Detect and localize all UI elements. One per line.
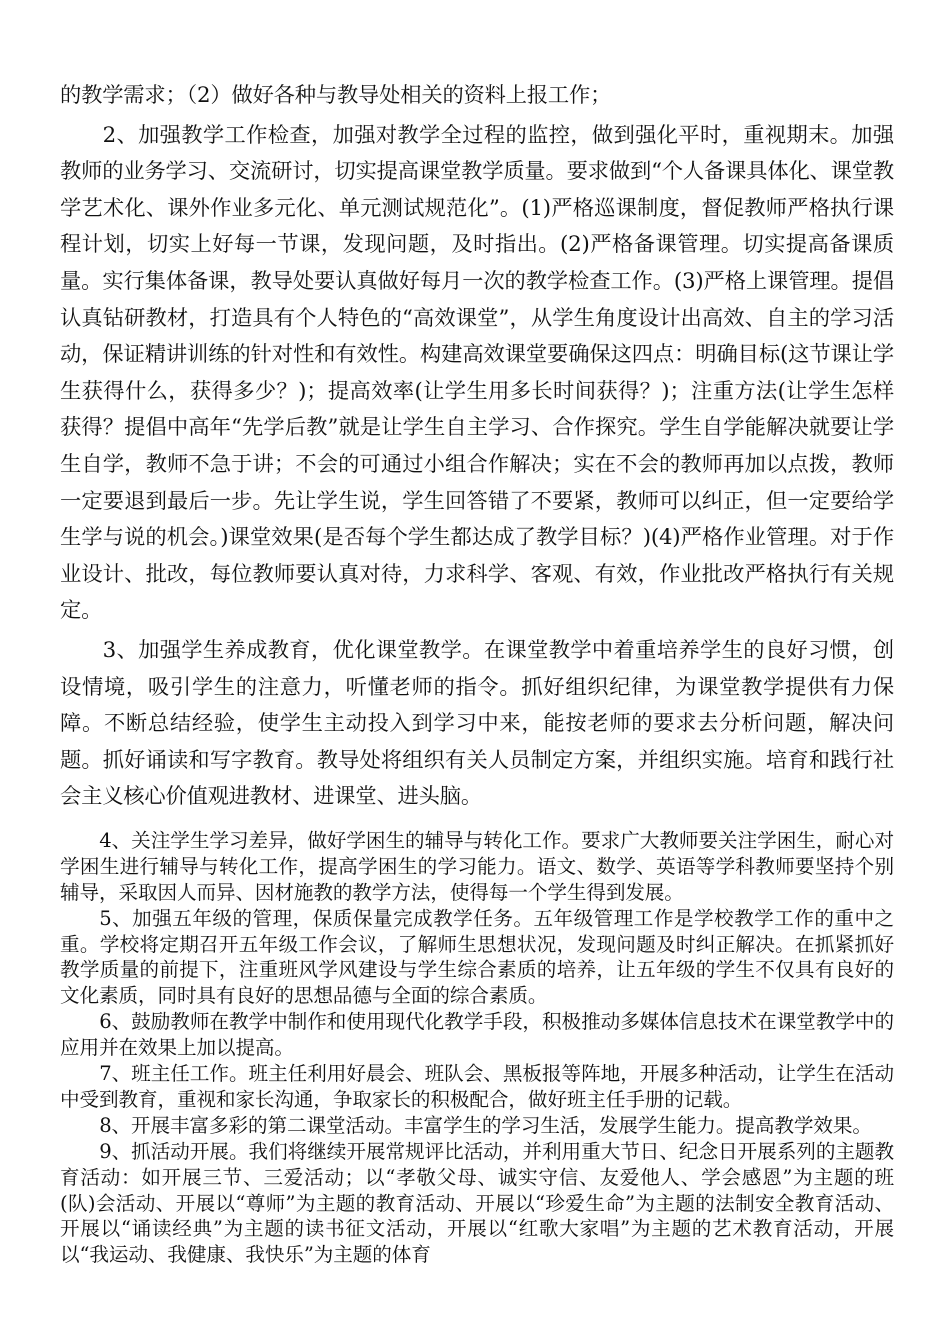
paragraph-item-2: 2、加强教学工作检查，加强对教学全过程的监控，做到强化平时，重视期末。加强教师的业务学习、交流研讨，切实提高课堂教学质量。要求做到“个人备课具体化、课堂教学艺术化、课外作业多元化、单元测试规范化”。(1)严格巡课制度，督促教师严格执行课程计划，切实上好每一节课，发现问题，及时指出。(2)严格备课管理。切实提高备课质量。实行集体备课，教导处要认真做好每月一次的教学检查工作。(3)严格上课管理。提倡认真钻研教材，打造具有个人特色的“高效课堂”，从学生角度设计出高效、自主的学习活动，保证精讲训练的针对性和有效性。构建高效课堂要确保这四点：明确目标(这节课让学生获得什么，获得多少？)；提高效率(让学生用多长时间获得？)；注重方法(让学生怎样获得？提倡中高年“先学后教”就是让学生自主学习、合作探究。学生自学能解决就要让学生自学，教师不急于讲；不会的可通过小组合作解决；实在不会的教师再加以点拨，教师一定要退到最后一步。先让学生说，学生回答错了不要紧，教师可以纠正，但一定要给学生学与说的机会。)课堂效果(是否每个学生都达成了教学目标？)(4)严格作业管理。对于作业设计、批改，每位教师要认真对待，力求科学、客观、有效，作业批改严格执行有关规定。 (60, 122, 894, 624)
section-tight-spacing (60, 828, 894, 1268)
paragraph-item-7: 7、班主任工作。班主任利用好晨会、班队会、黑板报等阵地，开展多种活动，让学生在活动中受到教育，重视和家长沟通，争取家长的积极配合，做好班主任手册的记载。 (60, 1062, 894, 1111)
paragraph-item-8: 8、开展丰富多彩的第二课堂活动。丰富学生的学习生活，发展学生能力。提高教学效果。 (99, 1113, 872, 1137)
paragraph-item-3: 3、加强学生养成教育，优化课堂教学。在课堂教学中着重培养学生的良好习惯，创设情境，吸引学生的注意力，听懂老师的指令。抓好组织纪律，为课堂教学提供有力保障。不断总结经验，使学生主动投入到学习中来，能按老师的要求去分析问题，解决问题。抓好诵读和写字教育。教导处将组织有关人员制定方案，并组织实施。培育和践行社会主义核心价值观进教材、进课堂、进头脑。 (60, 637, 894, 810)
paragraph-item-6: 6、鼓励教师在教学中制作和使用现代化教学手段，积极推动多媒体信息技术在课堂教学中的应用并在效果上加以提高。 (60, 1010, 894, 1060)
paragraph-item-4: 4、关注学生学习差异，做好学困生的辅导与转化工作。要求广大教师要关注学困生，耐心对学困生进行辅导与转化工作，提高学困生的学习能力。语文、数学、英语等学科教师要坚持个别辅导，采取因人而异、因材施教的教学方法，使得每一个学生得到发展。 (60, 828, 894, 904)
section-loose-spacing (60, 78, 894, 816)
paragraph-item-5: 5、加强五年级的管理，保质保量完成教学任务。五年级管理工作是学校教学工作的重中之重。学校将定期召开五年级工作会议，了解师生思想状况，发现问题及时纠正解决。在抓紧抓好教学质量的前提下，注重班风学风建设与学生综合素质的培养，让五年级的学生不仅具有良好的文化素质，同时具有良好的思想品德与全面的综合素质。 (60, 906, 894, 1008)
paragraph-continued: 的教学需求；（2）做好各种与教导处相关的资料上报工作； (60, 83, 612, 108)
paragraph-item-9: 9、抓活动开展。我们将继续开展常规评比活动，并利用重大节日、纪念日开展系列的主题教育活动：如开展三节、三爱活动；以“孝敬父母、诚实守信、友爱他人、学会感恩”为主题的班(队)会活动、开展以“尊师”为主题的教育活动、开展以“珍爱生命”为主题的法制安全教育活动、开展以“诵读经典”为主题的读书征文活动，开展以“红歌大家唱”为主题的艺术教育活动，开展以“我运动、我健康、我快乐”为主题的体育 (60, 1139, 894, 1267)
